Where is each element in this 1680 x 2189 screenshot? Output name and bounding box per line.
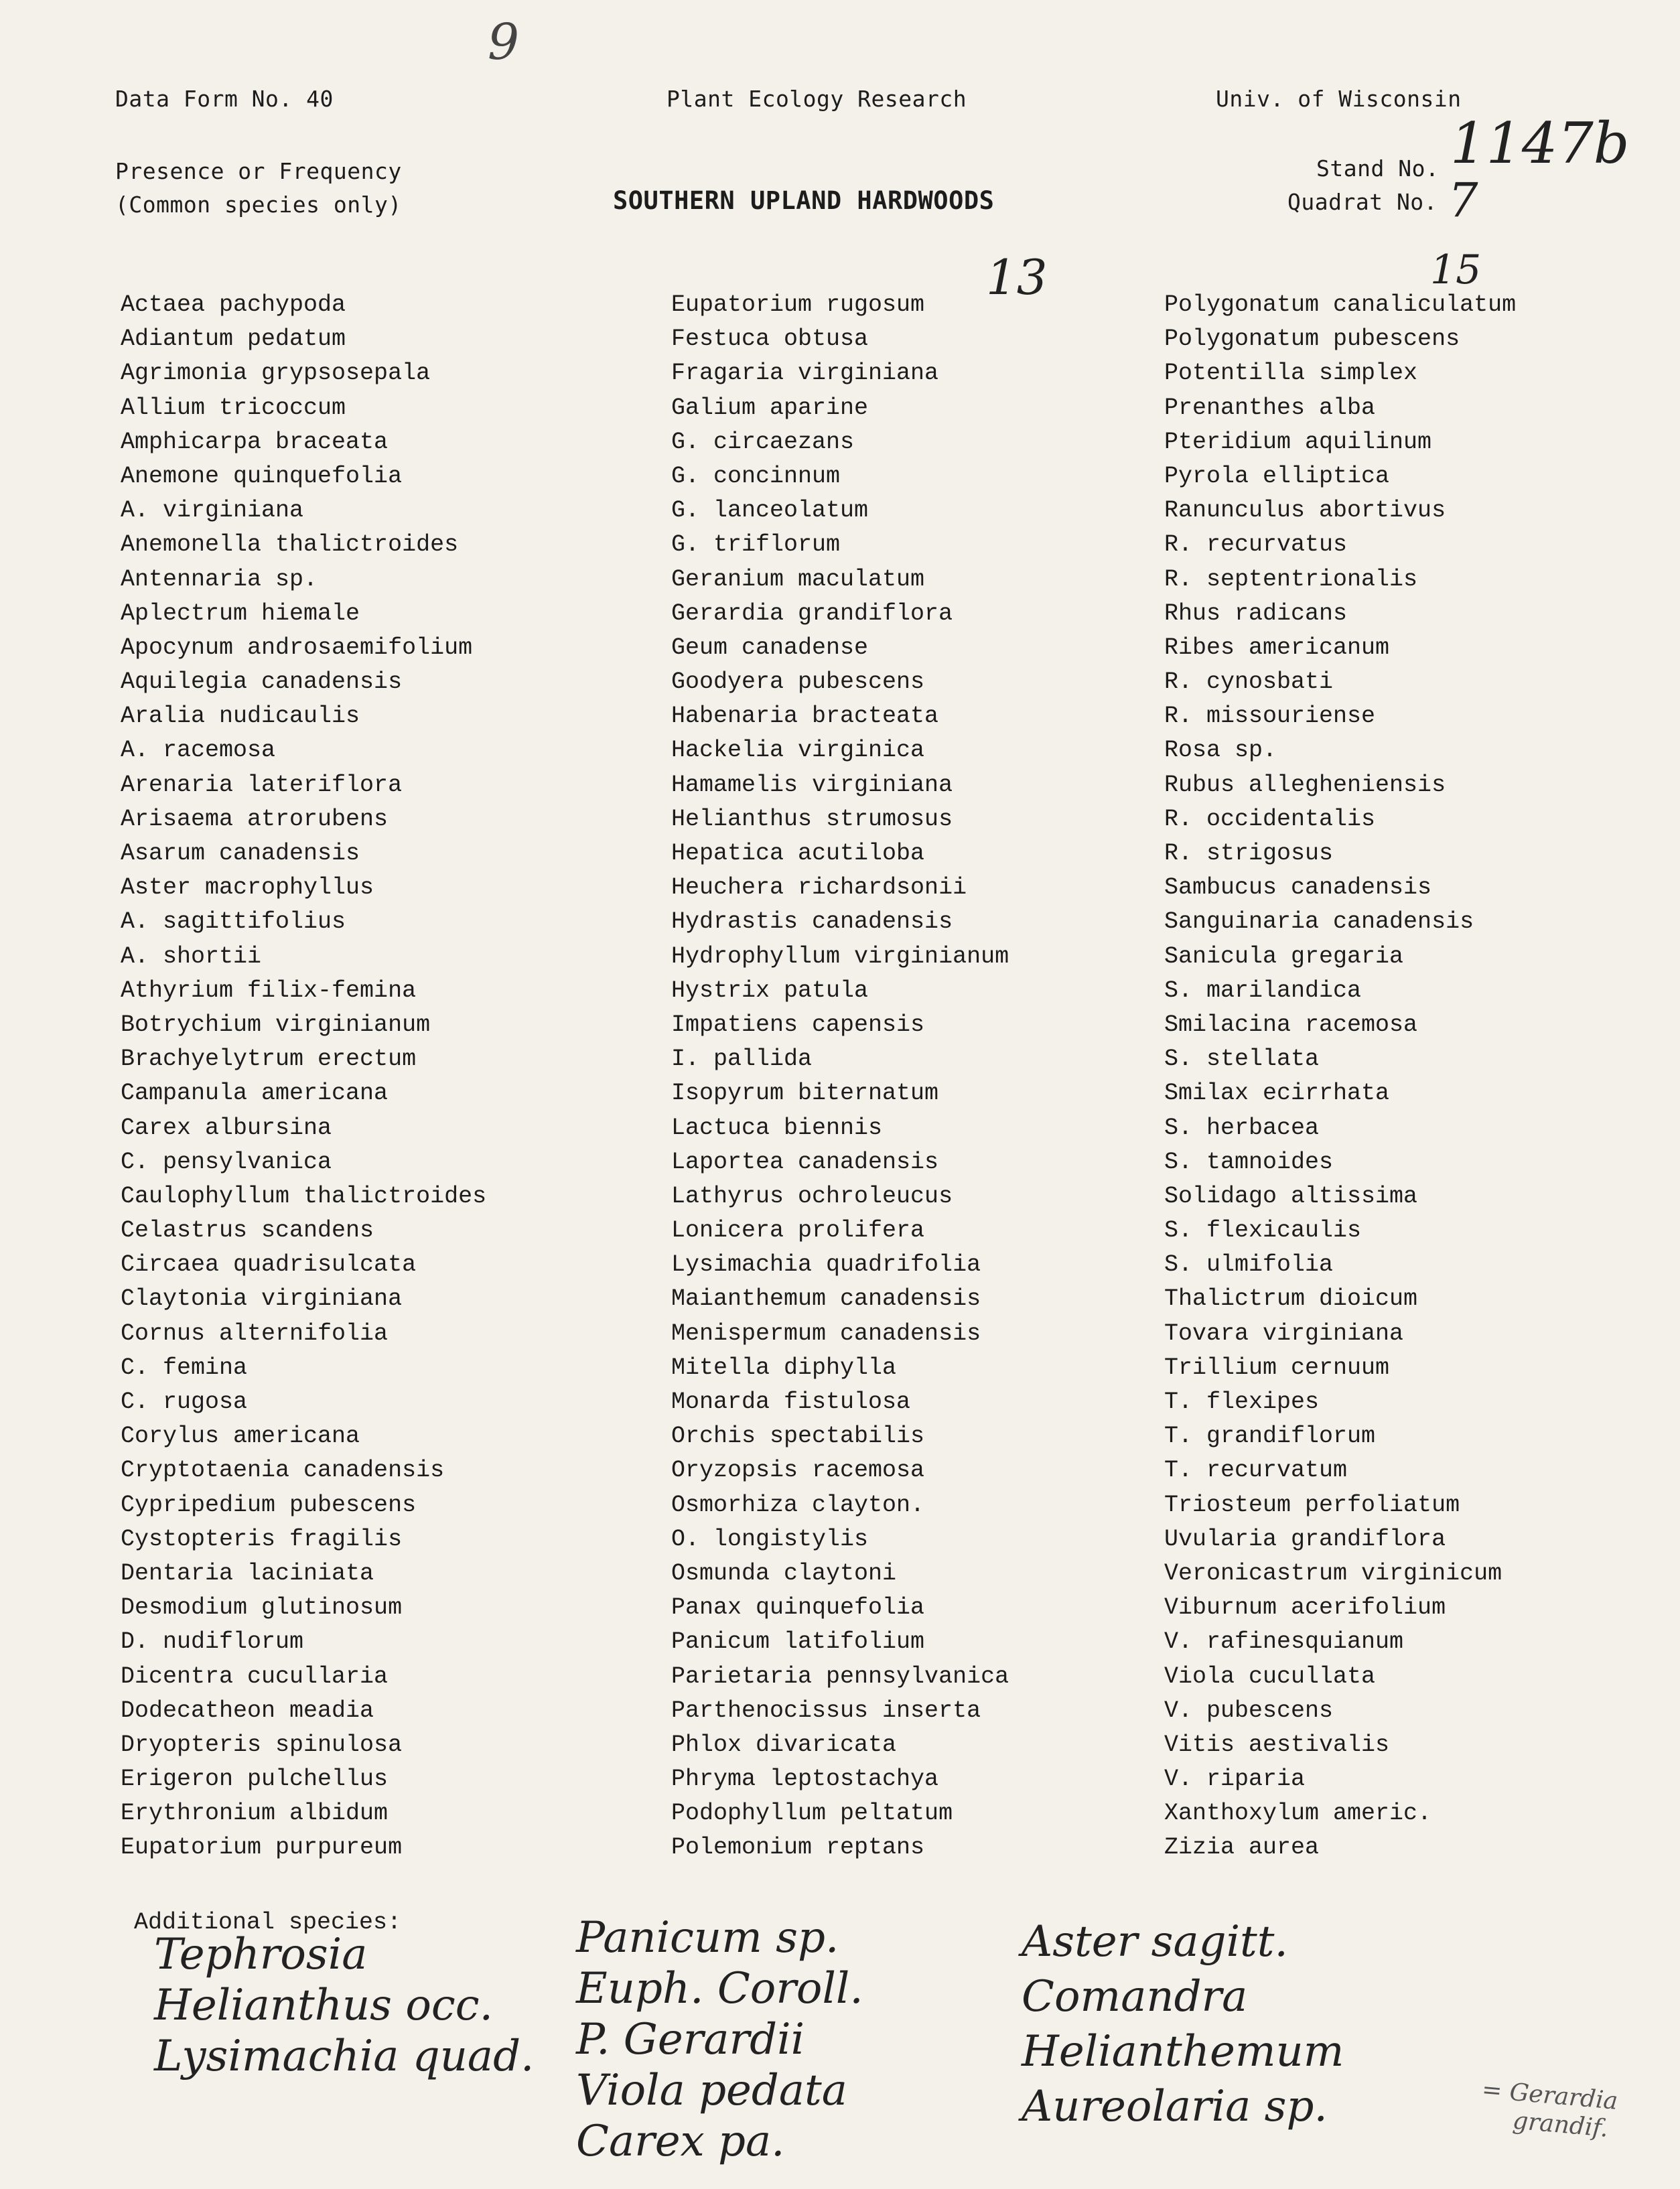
quadrat-number-label: Quadrat No. xyxy=(1287,189,1438,215)
species-name: Cornus alternifolia xyxy=(121,1320,389,1347)
additional-col3-item: Aureolaria sp. xyxy=(1022,2082,1328,2131)
species-name: V. rafinesquianum xyxy=(1164,1628,1404,1656)
species-name: Dicentra cucullaria xyxy=(121,1663,389,1690)
presence-label-line1: Presence or Frequency xyxy=(115,158,402,184)
species-name: Lactuca biennis xyxy=(671,1114,883,1141)
species-name: Rhus radicans xyxy=(1164,599,1348,627)
species-name: Celastrus scandens xyxy=(121,1217,374,1245)
species-name: V. riparia xyxy=(1164,1766,1306,1793)
additional-col2-item: Euph. Coroll. xyxy=(576,1964,863,2014)
species-name: Smilacina racemosa xyxy=(1164,1011,1418,1038)
species-name: Fragaria virginiana xyxy=(671,360,939,387)
species-name: Menispermum canadensis xyxy=(671,1320,981,1347)
species-name: Prenanthes alba xyxy=(1164,394,1376,421)
additional-col2-item: P. Gerardii xyxy=(576,2015,805,2064)
species-name: Dryopteris spinulosa xyxy=(121,1731,403,1758)
presence-label-line2: (Common species only) xyxy=(115,192,402,218)
species-column-3 xyxy=(1164,288,1516,1865)
species-name: Ranunculus abortivus xyxy=(1164,497,1446,524)
species-name: S. flexicaulis xyxy=(1164,1217,1362,1245)
species-name: A. sagittifolius xyxy=(121,908,346,936)
species-name: Rosa sp. xyxy=(1164,737,1277,764)
species-name: Trillium cernuum xyxy=(1164,1354,1390,1381)
species-name: Hydrastis canadensis xyxy=(671,908,953,936)
species-name: Campanula americana xyxy=(121,1080,389,1107)
species-name: Hydrophyllum virginianum xyxy=(671,942,1009,970)
species-name: Lathyrus ochroleucus xyxy=(671,1182,953,1210)
page-number-mark: 9 xyxy=(488,13,520,71)
species-name: Polemonium reptans xyxy=(671,1834,925,1861)
species-name: C. femina xyxy=(121,1354,248,1381)
additional-col3-item: Helianthemum xyxy=(1022,2027,1344,2076)
additional-col3 xyxy=(1022,1914,1344,2134)
species-name: Hackelia virginica xyxy=(671,737,925,764)
species-name: T. flexipes xyxy=(1164,1389,1320,1415)
species-name: Erigeron pulchellus xyxy=(121,1766,389,1793)
additional-species-label: Additional species: xyxy=(134,1909,402,1936)
species-name: Caulophyllum thalictroides xyxy=(121,1182,487,1210)
species-name: Impatiens capensis xyxy=(671,1011,925,1038)
additional-col2-item: Viola pedata xyxy=(576,2066,847,2115)
species-name: Uvularia grandiflora xyxy=(1164,1525,1446,1553)
species-name: Polygonatum pubescens xyxy=(1164,326,1460,353)
species-name: Veronicastrum virginicum xyxy=(1164,1559,1502,1587)
species-name: Corylus americana xyxy=(121,1423,360,1450)
species-name: S. herbacea xyxy=(1164,1114,1320,1141)
species-name: Geum canadense xyxy=(671,634,869,661)
species-name: O. longistylis xyxy=(671,1525,869,1553)
species-name: S. stellata xyxy=(1164,1046,1320,1073)
species-name: Sanguinaria canadensis xyxy=(1164,908,1474,936)
species-name: Potentilla simplex xyxy=(1164,360,1418,387)
species-name: Viola cucullata xyxy=(1164,1663,1376,1690)
additional-col3-item: Comandra xyxy=(1022,1972,1248,2022)
species-name: Pyrola elliptica xyxy=(1164,462,1390,490)
species-name: Erythronium albidum xyxy=(121,1800,389,1827)
species-name: Actaea pachypoda xyxy=(121,291,346,318)
species-name: Antennaria sp. xyxy=(121,565,318,593)
species-name: Polygonatum canaliculatum xyxy=(1164,291,1517,318)
species-name: Phlox divaricata xyxy=(671,1731,897,1758)
additional-col1-item: Helianthus occ. xyxy=(154,1981,493,2030)
species-column-1 xyxy=(121,288,486,1865)
species-name: Agrimonia grypsosepala xyxy=(121,360,431,387)
species-name: D. nudiflorum xyxy=(121,1628,304,1656)
additional-col2-item: Panicum sp. xyxy=(576,1913,839,1963)
species-name: Arisaema atrorubens xyxy=(121,805,389,833)
species-name: Hepatica acutiloba xyxy=(671,840,925,867)
species-name: Carex albursina xyxy=(121,1114,332,1141)
species-name: Thalictrum dioicum xyxy=(1164,1285,1418,1313)
species-name: Aquilegia canadensis xyxy=(121,668,403,696)
species-name: Phryma leptostachya xyxy=(671,1766,939,1793)
species-name: G. concinnum xyxy=(671,462,841,490)
species-name: Helianthus strumosus xyxy=(671,805,953,833)
species-name: Galium aparine xyxy=(671,394,869,421)
species-name: Allium tricoccum xyxy=(121,394,346,421)
species-name: Viburnum acerifolium xyxy=(1164,1594,1446,1622)
species-name: Orchis spectabilis xyxy=(671,1423,925,1450)
university-heading: Univ. of Wisconsin xyxy=(1216,86,1462,112)
additional-col1-item: Tephrosia xyxy=(154,1930,368,1979)
species-name: Parthenocissus inserta xyxy=(671,1697,981,1724)
species-name: Parietaria pennsylvanica xyxy=(671,1663,1009,1690)
species-name: Cryptotaenia canadensis xyxy=(121,1457,445,1484)
species-name: Dodecatheon meadia xyxy=(121,1697,374,1724)
species-name: Oryzopsis racemosa xyxy=(671,1457,925,1484)
species-name: Lysimachia quadrifolia xyxy=(671,1251,981,1279)
species-name: I. pallida xyxy=(671,1046,813,1073)
species-name: Goodyera pubescens xyxy=(671,668,925,696)
species-name: Laportea canadensis xyxy=(671,1148,939,1176)
gerardia-note-line2: grandif. xyxy=(1511,2107,1610,2143)
research-heading: Plant Ecology Research xyxy=(667,86,967,112)
species-name: Hamamelis virginiana xyxy=(671,771,953,798)
stand-number-label: Stand No. xyxy=(1316,155,1440,182)
species-name: Panicum latifolium xyxy=(671,1628,925,1656)
species-name: A. racemosa xyxy=(121,737,276,764)
gerardia-note-line1: = Gerardia xyxy=(1480,2076,1619,2115)
species-name: Zizia aurea xyxy=(1164,1834,1320,1861)
species-name: R. missouriense xyxy=(1164,703,1376,730)
species-name: Podophyllum peltatum xyxy=(671,1800,953,1827)
species-name: Apocynum androsaemifolium xyxy=(121,634,473,661)
species-name: Sanicula gregaria xyxy=(1164,942,1404,970)
species-name: T. recurvatum xyxy=(1164,1457,1348,1484)
species-name: Lonicera prolifera xyxy=(671,1217,925,1245)
additional-col3-item: Aster sagitt. xyxy=(1022,1917,1288,1967)
additional-col1 xyxy=(154,1929,534,2082)
additional-col2-item: Carex pa. xyxy=(576,2117,785,2166)
species-name: G. lanceolatum xyxy=(671,497,869,524)
species-name: Festuca obtusa xyxy=(671,326,869,353)
species-name: C. rugosa xyxy=(121,1389,248,1415)
species-name: Osmunda claytoni xyxy=(671,1559,897,1587)
species-name: Dentaria laciniata xyxy=(121,1559,374,1587)
species-name: Gerardia grandiflora xyxy=(671,599,953,627)
species-name: Anemonella thalictroides xyxy=(121,531,459,559)
species-name: Geranium maculatum xyxy=(671,565,925,593)
species-name: Hystrix patula xyxy=(671,977,869,1004)
species-name: Xanthoxylum americ. xyxy=(1164,1800,1432,1827)
species-name: V. pubescens xyxy=(1164,1697,1334,1724)
species-name: S. marilandica xyxy=(1164,977,1362,1004)
species-name: Sambucus canadensis xyxy=(1164,874,1432,902)
species-name: Aster macrophyllus xyxy=(121,874,374,902)
species-name: Panax quinquefolia xyxy=(671,1594,925,1622)
column-2-mark: 13 xyxy=(986,249,1048,305)
species-name: Ribes americanum xyxy=(1164,634,1390,661)
column-3-mark: 15 xyxy=(1430,246,1482,293)
species-name: Tovara virginiana xyxy=(1164,1320,1404,1347)
additional-col2 xyxy=(576,1912,863,2167)
species-name: Solidago altissima xyxy=(1164,1182,1418,1210)
species-name: Mitella diphylla xyxy=(671,1354,897,1381)
species-name: Monarda fistulosa xyxy=(671,1389,911,1415)
species-name: Athyrium filix-femina xyxy=(121,977,417,1004)
species-name: Aralia nudicaulis xyxy=(121,703,360,730)
species-name: T. grandiflorum xyxy=(1164,1423,1376,1450)
species-name: Asarum canadensis xyxy=(121,840,360,867)
species-name: Claytonia virginiana xyxy=(121,1285,403,1313)
species-name: R. septentrionalis xyxy=(1164,565,1418,593)
quadrat-number-value: 7 xyxy=(1448,173,1478,228)
species-name: Desmodium glutinosum xyxy=(121,1594,403,1622)
species-name: R. occidentalis xyxy=(1164,805,1376,833)
species-name: Brachyelytrum erectum xyxy=(121,1046,417,1073)
species-name: Adiantum pedatum xyxy=(121,326,346,353)
gerardia-note xyxy=(1478,2076,1619,2143)
species-name: G. circaezans xyxy=(671,428,855,455)
species-name: Eupatorium rugosum xyxy=(671,291,925,318)
species-name: Smilax ecirrhata xyxy=(1164,1080,1390,1107)
species-name: A. virginiana xyxy=(121,497,304,524)
species-name: Arenaria lateriflora xyxy=(121,771,403,798)
species-name: A. shortii xyxy=(121,942,262,970)
species-name: Maianthemum canadensis xyxy=(671,1285,981,1313)
species-name: Circaea quadrisulcata xyxy=(121,1251,417,1279)
species-name: Habenaria bracteata xyxy=(671,703,939,730)
species-name: Aplectrum hiemale xyxy=(121,599,360,627)
species-name: Anemone quinquefolia xyxy=(121,462,403,490)
species-name: Amphicarpa braceata xyxy=(121,428,389,455)
species-name: R. recurvatus xyxy=(1164,531,1348,559)
species-name: Pteridium aquilinum xyxy=(1164,428,1432,455)
species-column-2 xyxy=(671,288,1009,1865)
species-name: C. pensylvanica xyxy=(121,1148,332,1176)
species-name: Eupatorium purpureum xyxy=(121,1834,403,1861)
species-name: S. ulmifolia xyxy=(1164,1251,1334,1279)
additional-col1-item: Lysimachia quad. xyxy=(154,2032,535,2081)
species-name: Triosteum perfoliatum xyxy=(1164,1491,1460,1519)
species-name: G. triflorum xyxy=(671,531,841,559)
species-name: S. tamnoides xyxy=(1164,1148,1334,1176)
species-name: R. cynosbati xyxy=(1164,668,1334,696)
page-title: SOUTHERN UPLAND HARDWOODS xyxy=(613,186,995,215)
species-name: Cystopteris fragilis xyxy=(121,1525,403,1553)
species-name: Heuchera richardsonii xyxy=(671,874,967,902)
species-name: Isopyrum biternatum xyxy=(671,1080,939,1107)
species-name: Vitis aestivalis xyxy=(1164,1731,1390,1758)
species-name: Cypripedium pubescens xyxy=(121,1491,417,1519)
species-name: R. strigosus xyxy=(1164,840,1334,867)
form-number: Data Form No. 40 xyxy=(115,86,334,112)
stand-number-value: 1147b xyxy=(1450,111,1630,176)
species-name: Osmorhiza clayton. xyxy=(671,1491,925,1519)
species-name: Botrychium virginianum xyxy=(121,1011,431,1038)
species-name: Rubus allegheniensis xyxy=(1164,771,1446,798)
